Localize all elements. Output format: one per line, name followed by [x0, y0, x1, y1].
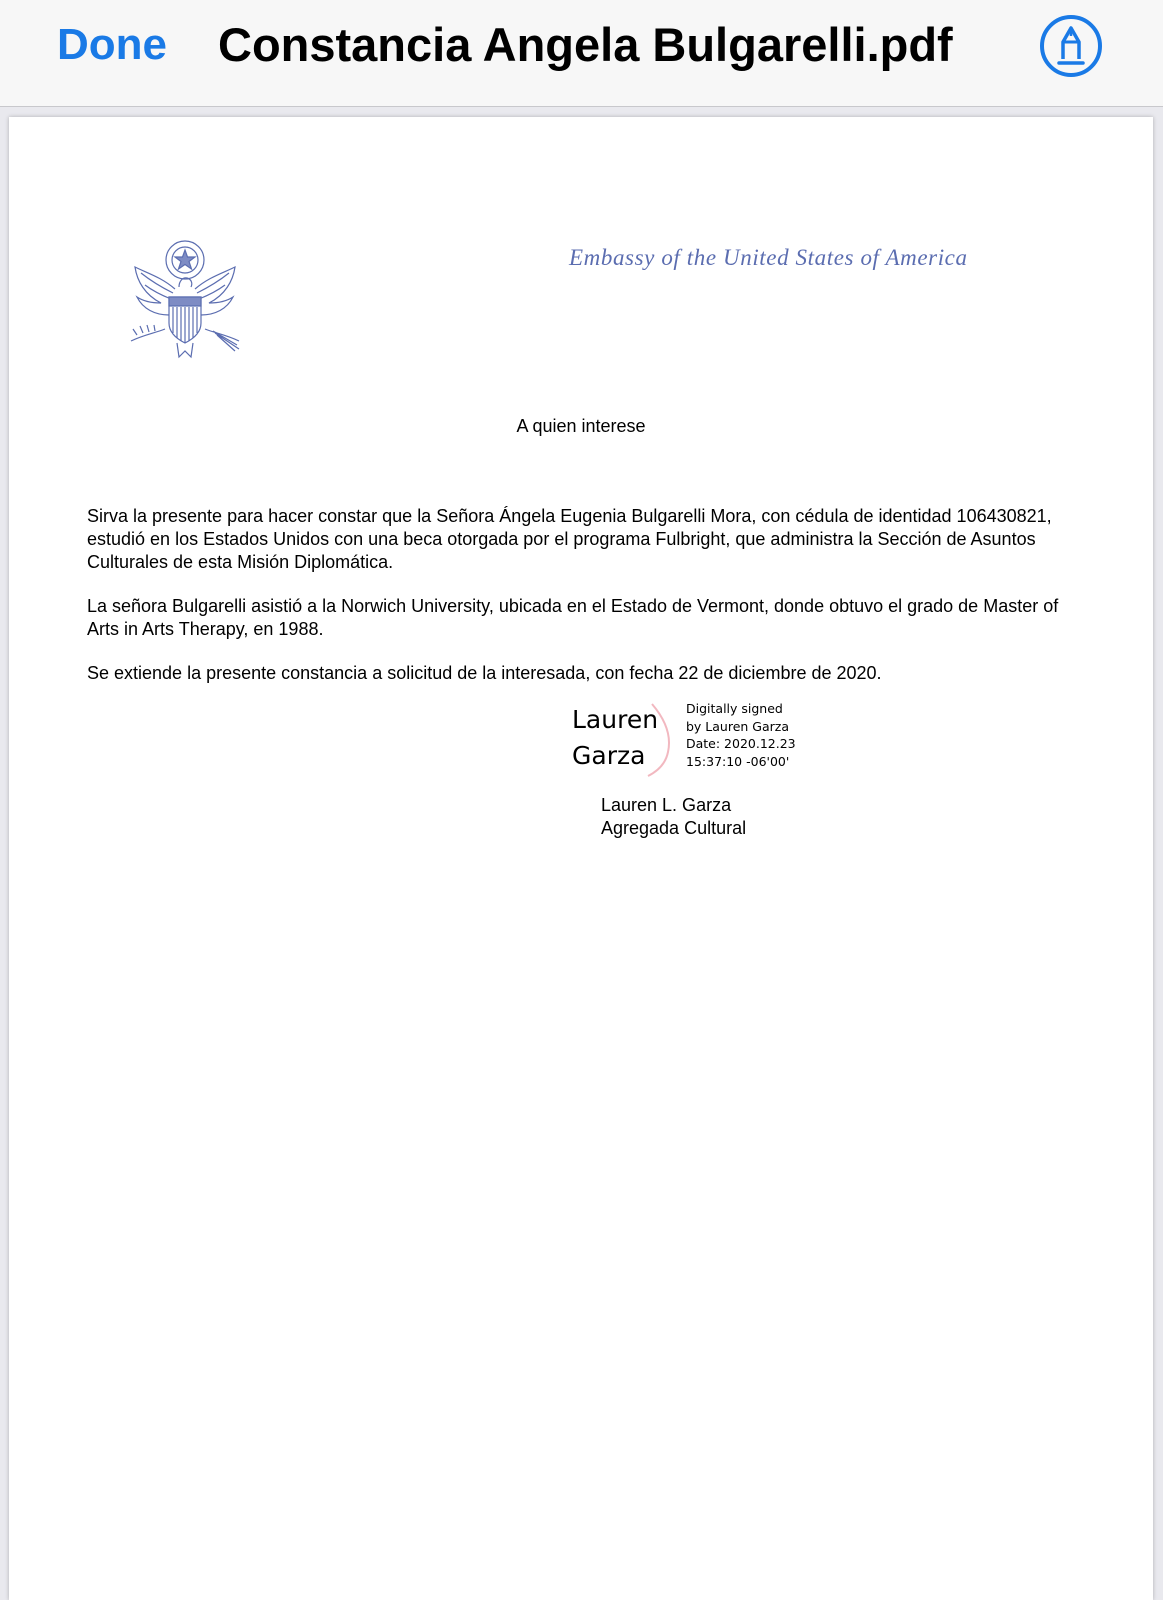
- salutation: A quien interese: [516, 416, 646, 436]
- signature-detail-line-1: Digitally signed: [686, 701, 783, 716]
- done-button[interactable]: Done: [57, 20, 167, 69]
- signer-title: Agregada Cultural: [601, 818, 747, 838]
- signature-mark-icon: [642, 700, 682, 780]
- body-paragraph-2: La señora Bulgarelli asistió a la Norwich University, ubicada en el Estado de Vermont, donde obtuvo el grado de Master of Arts in Arts Therapy, en 1988.: [87, 596, 1059, 639]
- top-toolbar: [0, 0, 1163, 107]
- body-paragraph-1: Sirva la presente para hacer constar que la Señora Ángela Eugenia Bulgarelli Mora, con cédula de identidad 106430821, estudió en los Estados Unidos con una beca otorgada por el programa Fulbright, que administra la Sección de Asuntos Culturales de esta Misión Diplomática.: [87, 506, 1052, 572]
- markup-pen-icon[interactable]: [1039, 14, 1103, 78]
- signature-detail-line-4: 15:37:10 -06'00': [686, 753, 790, 769]
- signer-block: [601, 794, 746, 840]
- pdf-page[interactable]: [9, 117, 1153, 1600]
- embassy-letterhead: Embassy of the United States of America: [569, 245, 968, 270]
- signature-name-line-2: Garza: [572, 741, 646, 770]
- us-great-seal-icon: [121, 237, 251, 365]
- signature-name-line-1: Lauren: [572, 705, 659, 734]
- body-paragraph-3: Se extiende la presente constancia a solicitud de la interesada, con fecha 22 de diciembre de 2020.: [87, 663, 882, 683]
- signer-name: Lauren L. Garza: [601, 795, 732, 815]
- signature-detail-line-3: Date: 2020.12.23: [686, 736, 796, 751]
- document-title: Constancia Angela Bulgarelli.pdf: [218, 18, 953, 71]
- signature-details: [686, 700, 796, 770]
- signature-detail-line-2: by Lauren Garza: [686, 718, 790, 734]
- digital-signature[interactable]: [572, 702, 832, 774]
